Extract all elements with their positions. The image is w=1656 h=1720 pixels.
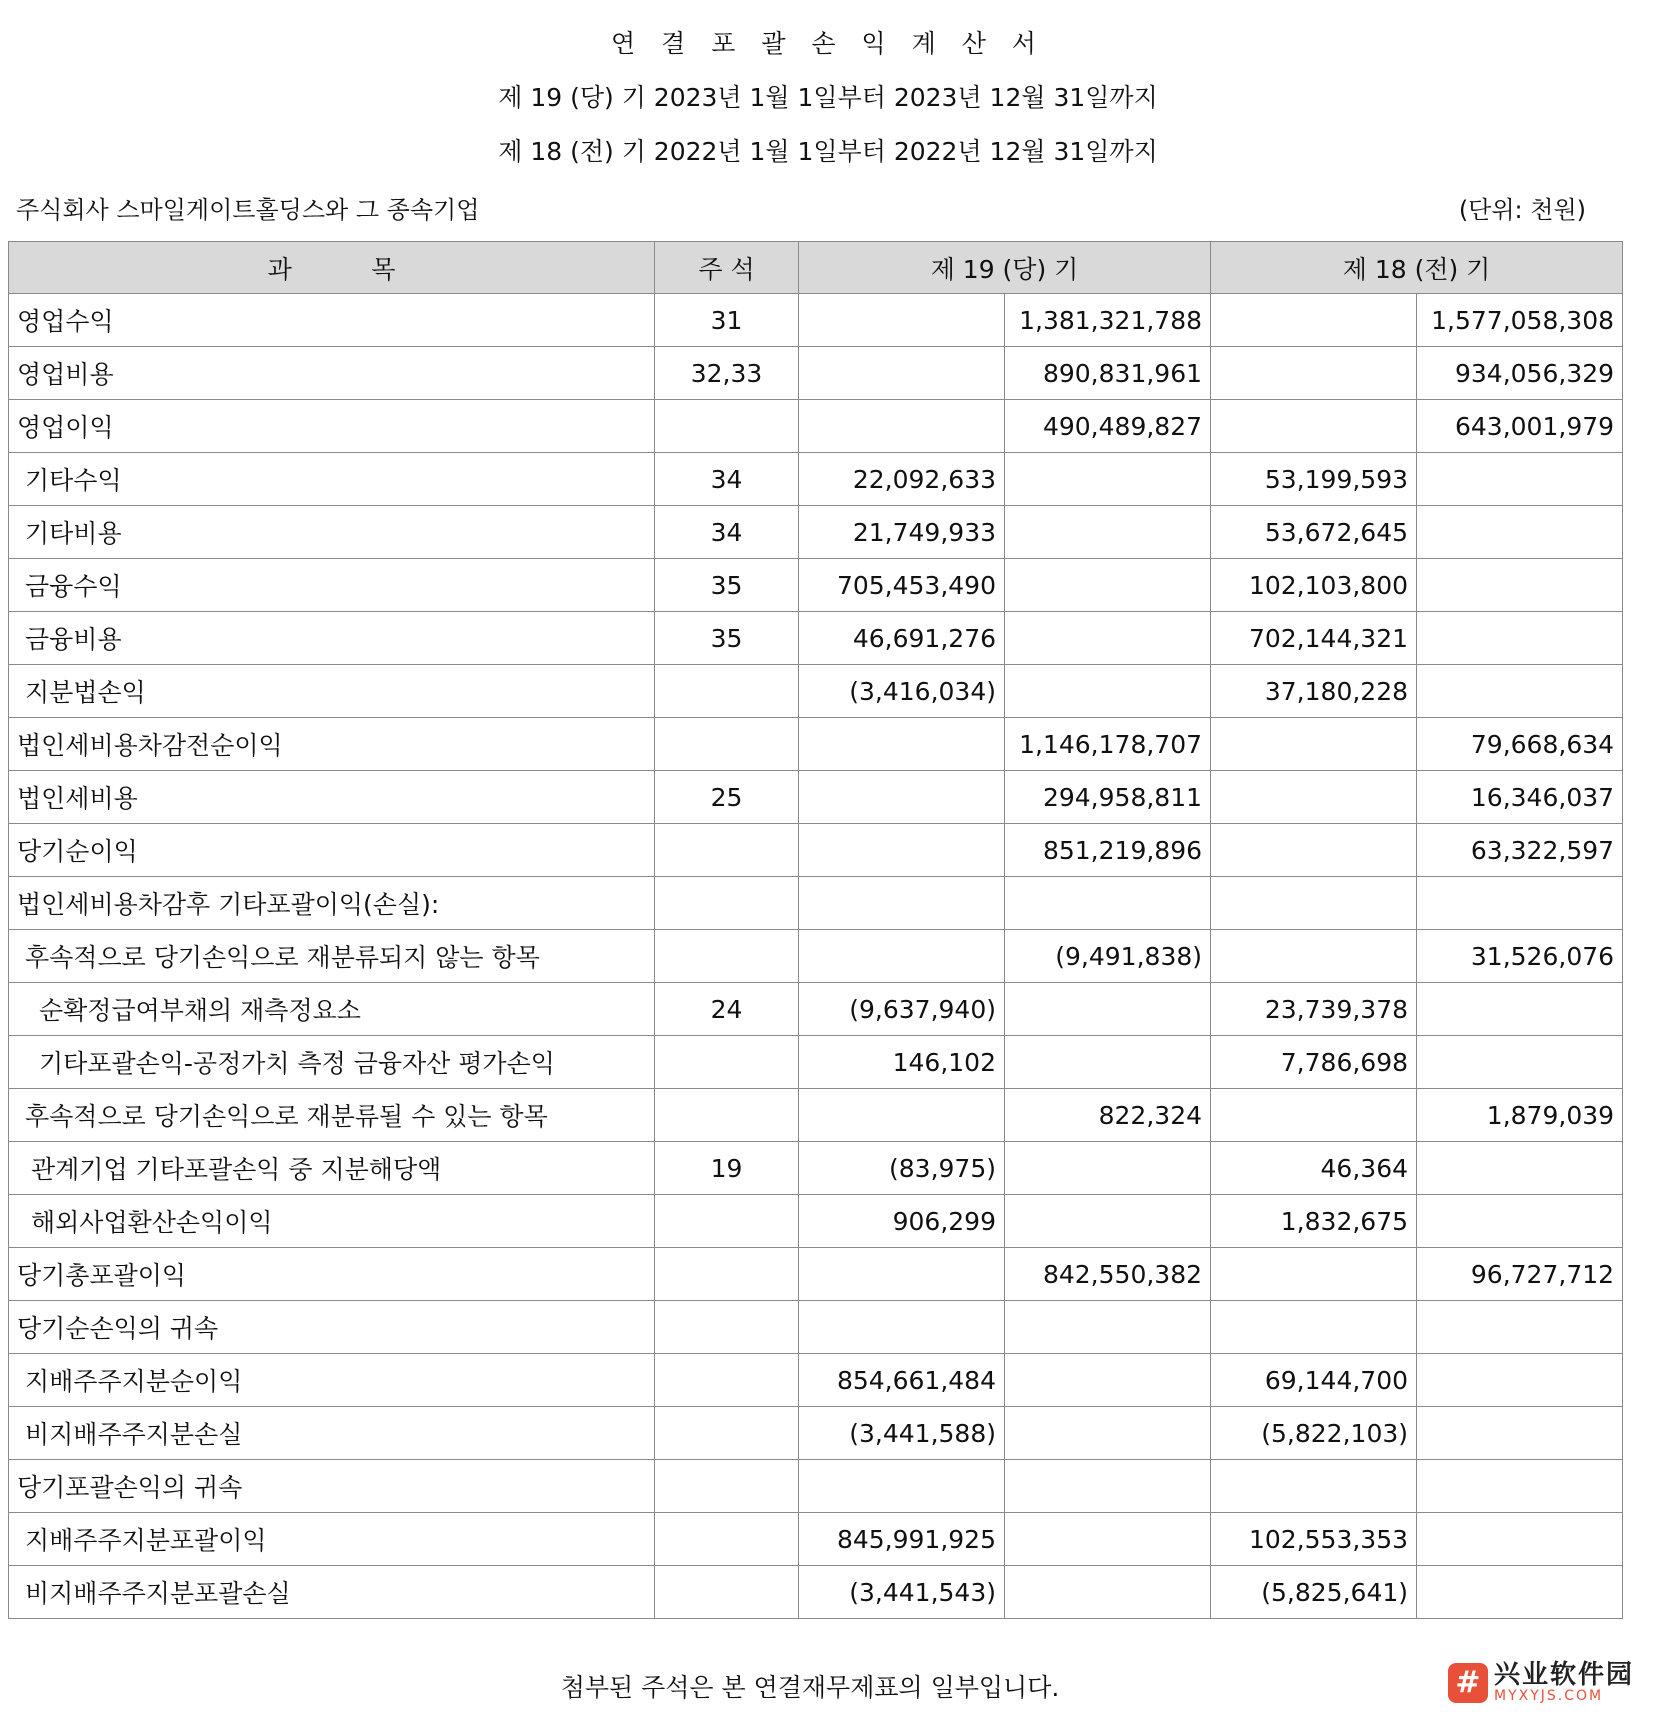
unit-label: (단위: 천원) (1458, 195, 1586, 224)
row-note (655, 1089, 799, 1142)
row-label: 순확정급여부채의 재측정요소 (9, 983, 655, 1036)
watermark-name: 兴业软件园 (1494, 1660, 1635, 1690)
row-current-detail (799, 347, 1005, 400)
row-current-detail: (3,416,034) (799, 665, 1005, 718)
row-label: 당기순이익 (9, 824, 655, 877)
row-note: 35 (655, 559, 799, 612)
row-current-detail: (83,975) (799, 1142, 1005, 1195)
table-row (9, 1248, 1623, 1301)
row-current-total (1005, 1566, 1211, 1619)
table-row (9, 1513, 1623, 1566)
row-label: 후속적으로 당기손익으로 재분류될 수 있는 항목 (9, 1089, 655, 1142)
row-prior-total: 16,346,037 (1417, 771, 1623, 824)
table-row (9, 559, 1623, 612)
table-row (9, 1089, 1623, 1142)
row-prior-detail (1211, 1301, 1417, 1354)
row-current-total (1005, 1354, 1211, 1407)
row-note: 24 (655, 983, 799, 1036)
watermark-text (1494, 1662, 1634, 1704)
row-label: 지배주주지분순이익 (9, 1354, 655, 1407)
watermark (1448, 1654, 1648, 1712)
row-current-total (1005, 1142, 1211, 1195)
row-current-total: 842,550,382 (1005, 1248, 1211, 1301)
row-note: 25 (655, 771, 799, 824)
row-note (655, 1195, 799, 1248)
table-row (9, 665, 1623, 718)
row-prior-total: 31,526,076 (1417, 930, 1623, 983)
row-label: 법인세비용차감전순이익 (9, 718, 655, 771)
row-current-total (1005, 1195, 1211, 1248)
row-current-detail (799, 877, 1005, 930)
col-header-note: 주 석 (655, 242, 799, 294)
row-current-detail: 46,691,276 (799, 612, 1005, 665)
row-prior-total (1417, 877, 1623, 930)
row-current-total (1005, 1513, 1211, 1566)
table-row (9, 1036, 1623, 1089)
table-row (9, 824, 1623, 877)
table-row (9, 612, 1623, 665)
row-note: 34 (655, 453, 799, 506)
row-prior-detail: 53,199,593 (1211, 453, 1417, 506)
row-current-detail (799, 1301, 1005, 1354)
row-current-detail: 705,453,490 (799, 559, 1005, 612)
row-prior-total: 643,001,979 (1417, 400, 1623, 453)
row-prior-detail: 46,364 (1211, 1142, 1417, 1195)
row-current-detail: 21,749,933 (799, 506, 1005, 559)
row-label: 법인세비용차감후 기타포괄이익(손실): (9, 877, 655, 930)
row-current-detail (799, 824, 1005, 877)
row-prior-total (1417, 1301, 1623, 1354)
table-row (9, 506, 1623, 559)
row-label: 기타비용 (9, 506, 655, 559)
footer-note: 첨부된 주석은 본 연결재무제표의 일부입니다. (560, 1673, 1060, 1702)
row-prior-detail: 37,180,228 (1211, 665, 1417, 718)
row-note: 32,33 (655, 347, 799, 400)
row-current-detail (799, 294, 1005, 347)
row-label: 영업이익 (9, 400, 655, 453)
row-prior-detail (1211, 294, 1417, 347)
row-prior-total (1417, 983, 1623, 1036)
table-row (9, 771, 1623, 824)
row-current-detail: 906,299 (799, 1195, 1005, 1248)
row-note (655, 1407, 799, 1460)
row-note: 34 (655, 506, 799, 559)
row-current-detail (799, 930, 1005, 983)
row-current-total (1005, 1460, 1211, 1513)
watermark-url: MYXYJS.COM (1494, 1688, 1604, 1705)
row-current-detail: 22,092,633 (799, 453, 1005, 506)
row-note: 19 (655, 1142, 799, 1195)
row-note (655, 1566, 799, 1619)
row-label: 관계기업 기타포괄손익 중 지분해당액 (9, 1142, 655, 1195)
row-current-total (1005, 665, 1211, 718)
row-note (655, 824, 799, 877)
row-current-detail: (9,637,940) (799, 983, 1005, 1036)
row-label: 금융비용 (9, 612, 655, 665)
table-header-row (9, 242, 1623, 294)
row-current-total (1005, 453, 1211, 506)
row-prior-total (1417, 1036, 1623, 1089)
row-current-total (1005, 1036, 1211, 1089)
row-current-detail (799, 718, 1005, 771)
row-current-total: 490,489,827 (1005, 400, 1211, 453)
row-prior-detail: 102,553,353 (1211, 1513, 1417, 1566)
row-prior-total: 96,727,712 (1417, 1248, 1623, 1301)
row-prior-detail (1211, 1460, 1417, 1513)
row-current-detail (799, 1089, 1005, 1142)
row-prior-total (1417, 506, 1623, 559)
row-prior-total: 934,056,329 (1417, 347, 1623, 400)
row-prior-detail: 23,739,378 (1211, 983, 1417, 1036)
income-statement-table (8, 241, 1623, 1619)
table-row (9, 983, 1623, 1036)
table-row (9, 453, 1623, 506)
row-note: 31 (655, 294, 799, 347)
watermark-logo-icon: # (1448, 1663, 1488, 1703)
row-prior-detail (1211, 824, 1417, 877)
period-prior: 제 18 (전) 기 2022년 1월 1일부터 2022년 12월 31일까지 (498, 137, 1158, 166)
table-row (9, 1460, 1623, 1513)
table-row (9, 718, 1623, 771)
row-note: 35 (655, 612, 799, 665)
row-label: 기타수익 (9, 453, 655, 506)
row-prior-total (1417, 1460, 1623, 1513)
row-label: 영업비용 (9, 347, 655, 400)
row-note (655, 1460, 799, 1513)
table-body (9, 294, 1623, 1619)
row-current-total: 890,831,961 (1005, 347, 1211, 400)
row-prior-total (1417, 1513, 1623, 1566)
row-current-total (1005, 983, 1211, 1036)
table-row (9, 1301, 1623, 1354)
row-label: 당기총포괄이익 (9, 1248, 655, 1301)
row-note (655, 930, 799, 983)
row-prior-total (1417, 1354, 1623, 1407)
row-prior-detail: 102,103,800 (1211, 559, 1417, 612)
table-row (9, 1566, 1623, 1619)
table-row (9, 400, 1623, 453)
table-row (9, 930, 1623, 983)
row-prior-total: 79,668,634 (1417, 718, 1623, 771)
row-current-total (1005, 612, 1211, 665)
row-current-total: 294,958,811 (1005, 771, 1211, 824)
row-current-total (1005, 1301, 1211, 1354)
col-header-current: 제 19 (당) 기 (799, 242, 1211, 294)
row-prior-total (1417, 1407, 1623, 1460)
row-prior-detail (1211, 718, 1417, 771)
row-prior-detail: 7,786,698 (1211, 1036, 1417, 1089)
row-current-total: (9,491,838) (1005, 930, 1211, 983)
row-prior-total: 1,577,058,308 (1417, 294, 1623, 347)
row-prior-total: 1,879,039 (1417, 1089, 1623, 1142)
row-prior-detail: 702,144,321 (1211, 612, 1417, 665)
row-prior-detail (1211, 400, 1417, 453)
row-current-detail: (3,441,543) (799, 1566, 1005, 1619)
table-row (9, 294, 1623, 347)
table-row (9, 1142, 1623, 1195)
row-note (655, 1354, 799, 1407)
row-prior-detail (1211, 930, 1417, 983)
row-label: 당기순손익의 귀속 (9, 1301, 655, 1354)
row-current-detail (799, 1460, 1005, 1513)
row-label: 지분법손익 (9, 665, 655, 718)
row-label: 후속적으로 당기손익으로 재분류되지 않는 항목 (9, 930, 655, 983)
row-prior-detail (1211, 1248, 1417, 1301)
row-label: 비지배주주지분손실 (9, 1407, 655, 1460)
row-note (655, 1036, 799, 1089)
row-note (655, 1301, 799, 1354)
row-prior-total (1417, 1195, 1623, 1248)
row-current-detail (799, 400, 1005, 453)
row-prior-total (1417, 665, 1623, 718)
row-prior-detail: 69,144,700 (1211, 1354, 1417, 1407)
table-row (9, 347, 1623, 400)
row-prior-detail: (5,822,103) (1211, 1407, 1417, 1460)
row-current-total (1005, 1407, 1211, 1460)
row-current-total: 822,324 (1005, 1089, 1211, 1142)
row-prior-detail (1211, 877, 1417, 930)
row-note (655, 400, 799, 453)
row-current-total: 1,146,178,707 (1005, 718, 1211, 771)
table-row (9, 1195, 1623, 1248)
col-header-item: 과 목 (9, 242, 655, 294)
row-prior-detail (1211, 347, 1417, 400)
row-prior-total (1417, 453, 1623, 506)
row-current-total (1005, 877, 1211, 930)
table-row (9, 1354, 1623, 1407)
statement-title: 연 결 포 괄 손 익 계 산 서 (611, 29, 1045, 58)
row-label: 금융수익 (9, 559, 655, 612)
row-note (655, 1513, 799, 1566)
row-prior-total (1417, 612, 1623, 665)
row-current-detail (799, 771, 1005, 824)
row-note (655, 877, 799, 930)
row-current-detail: 854,661,484 (799, 1354, 1005, 1407)
row-prior-detail: (5,825,641) (1211, 1566, 1417, 1619)
row-current-total (1005, 559, 1211, 612)
row-note (655, 718, 799, 771)
row-prior-detail (1211, 1089, 1417, 1142)
row-label: 법인세비용 (9, 771, 655, 824)
row-prior-total (1417, 1142, 1623, 1195)
row-label: 영업수익 (9, 294, 655, 347)
row-label: 기타포괄손익-공정가치 측정 금융자산 평가손익 (9, 1036, 655, 1089)
table-row (9, 1407, 1623, 1460)
row-current-detail (799, 1248, 1005, 1301)
row-label: 비지배주주지분포괄손실 (9, 1566, 655, 1619)
row-prior-detail (1211, 771, 1417, 824)
row-label: 해외사업환산손익이익 (9, 1195, 655, 1248)
table-row (9, 877, 1623, 930)
row-label: 지배주주지분포괄이익 (9, 1513, 655, 1566)
row-prior-total (1417, 559, 1623, 612)
statement-header (0, 0, 1656, 186)
row-note (655, 1248, 799, 1301)
row-prior-detail: 53,672,645 (1211, 506, 1417, 559)
row-note (655, 665, 799, 718)
row-current-total: 851,219,896 (1005, 824, 1211, 877)
row-prior-total (1417, 1566, 1623, 1619)
col-header-prior: 제 18 (전) 기 (1211, 242, 1623, 294)
period-current: 제 19 (당) 기 2023년 1월 1일부터 2023년 12월 31일까지 (498, 83, 1158, 112)
meta-row (0, 184, 1602, 230)
row-label: 당기포괄손익의 귀속 (9, 1460, 655, 1513)
row-current-detail: (3,441,588) (799, 1407, 1005, 1460)
row-prior-detail: 1,832,675 (1211, 1195, 1417, 1248)
company-name: 주식회사 스마일게이트홀딩스와 그 종속기업 (16, 195, 480, 224)
row-current-total: 1,381,321,788 (1005, 294, 1211, 347)
row-current-total (1005, 506, 1211, 559)
row-prior-total: 63,322,597 (1417, 824, 1623, 877)
row-current-detail: 146,102 (799, 1036, 1005, 1089)
row-current-detail: 845,991,925 (799, 1513, 1005, 1566)
